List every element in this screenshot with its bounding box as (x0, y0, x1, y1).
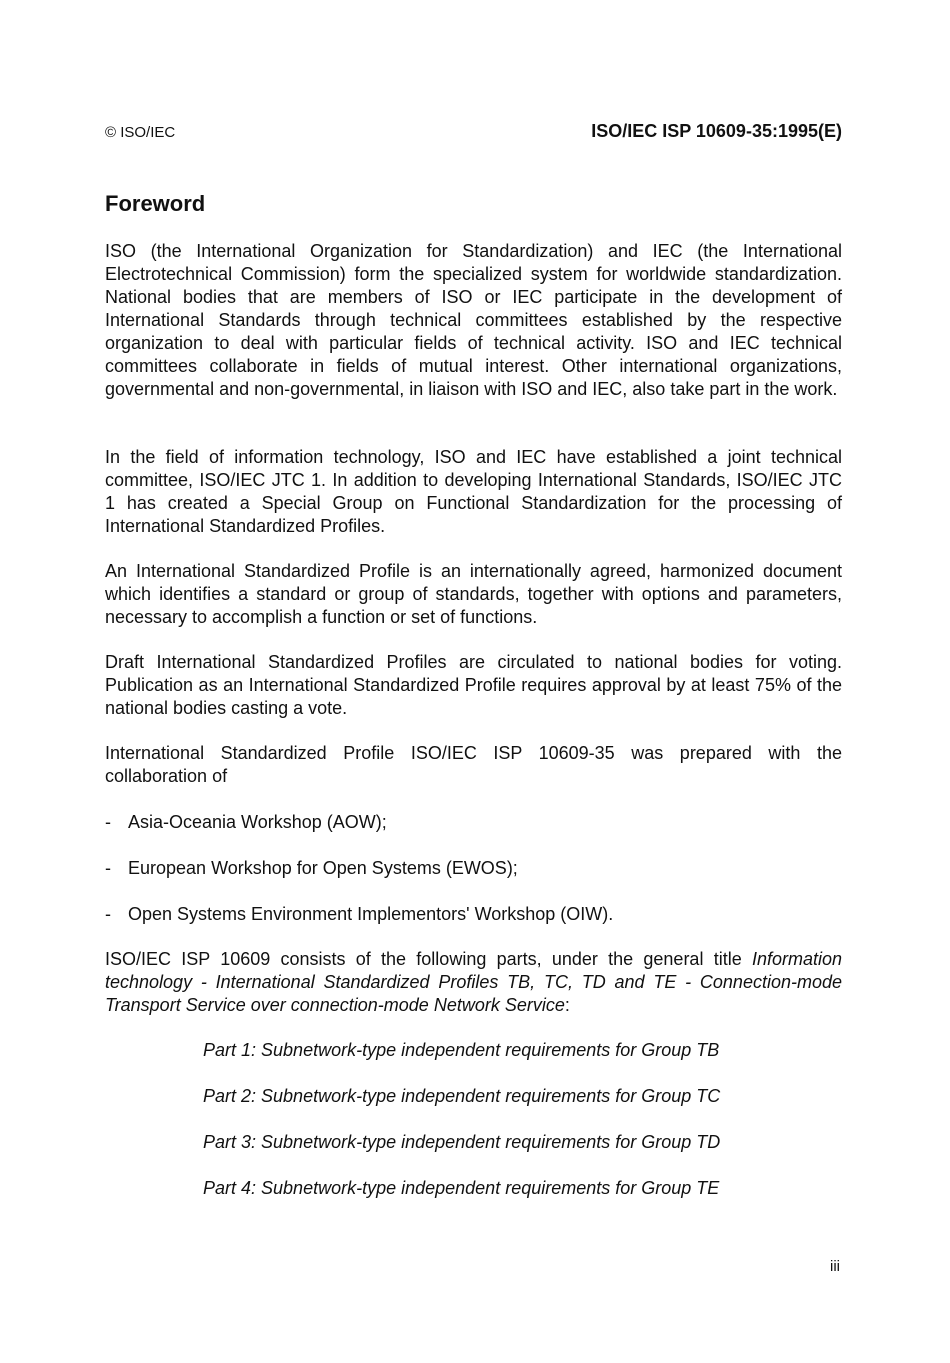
list-item-text: European Workshop for Open Systems (EWOS); (128, 858, 518, 878)
list-item-text: Open Systems Environment Implementors' Workshop (OIW). (128, 904, 614, 924)
paragraph-iso-iec-intro: ISO (the International Organization for Standardization) and IEC (the International Electrotechnical Commission) form the specialized system for worldwide standardization. National bodies that are members of ISO or IEC participate in the development of International Standards through technical committees established by the respective organization to deal with particular fields of technical activity. ISO and IEC technical committees collaborate in fields of mutual interest. Other international organizations, governmental and non-governmental, in liaison with ISO and IEC, also take part in the work. (105, 241, 842, 399)
parts-intro-prefix: ISO/IEC ISP 10609 consists of the following parts, under the general title (105, 949, 752, 969)
list-item (105, 857, 518, 880)
page-title: Foreword (105, 191, 206, 216)
bullet-marker: - (105, 812, 111, 832)
list-item-text: Asia-Oceania Workshop (AOW); (128, 812, 387, 832)
page-header (105, 121, 842, 145)
paragraph-parts-intro (105, 948, 842, 1017)
list-item (105, 811, 387, 834)
paragraph-jtc1: In the field of information technology, ISO and IEC have established a joint technical committee, ISO/IEC JTC 1. In addition to developing International Standards, ISO/IEC JTC 1 has created a Special Group on Functional Standardization for the processing of International Standardized Profiles. (105, 447, 842, 536)
part-item: Part 3: Subnetwork-type independent requirements for Group TD (203, 1132, 721, 1152)
document-identifier: ISO/IEC ISP 10609-35:1995(E) (591, 121, 842, 141)
list-item (105, 903, 613, 926)
bullet-marker: - (105, 858, 111, 878)
paragraph-isp-definition: An International Standardized Profile is an internationally agreed, harmonized document which identifies a standard or group of standards, together with options and parameters, necessary to accomplish a function or set of functions. (105, 561, 842, 627)
part-item: Part 4: Subnetwork-type independent requirements for Group TE (203, 1178, 720, 1198)
paragraph-voting: Draft International Standardized Profiles are circulated to national bodies for voting. Publication as an International Standardized Profile requires approval by at least 75% of the national bodies casting a vote. (105, 652, 842, 718)
part-item: Part 1: Subnetwork-type independent requirements for Group TB (203, 1040, 720, 1060)
bullet-marker: - (105, 904, 111, 924)
part-item: Part 2: Subnetwork-type independent requirements for Group TC (203, 1086, 721, 1106)
parts-intro-suffix: : (564, 995, 570, 1015)
paragraph-prepared-with: International Standardized Profile ISO/IEC ISP 10609-35 was prepared with the collaboration of (105, 743, 842, 786)
general-title: Information technology - International Standardized Profiles TB, TC, TD and TE - Connection-mode Transport Service over connection-mode Network Service (105, 949, 842, 1015)
copyright-notice: © ISO/IEC (105, 124, 176, 141)
page-number: iii (830, 1258, 840, 1275)
